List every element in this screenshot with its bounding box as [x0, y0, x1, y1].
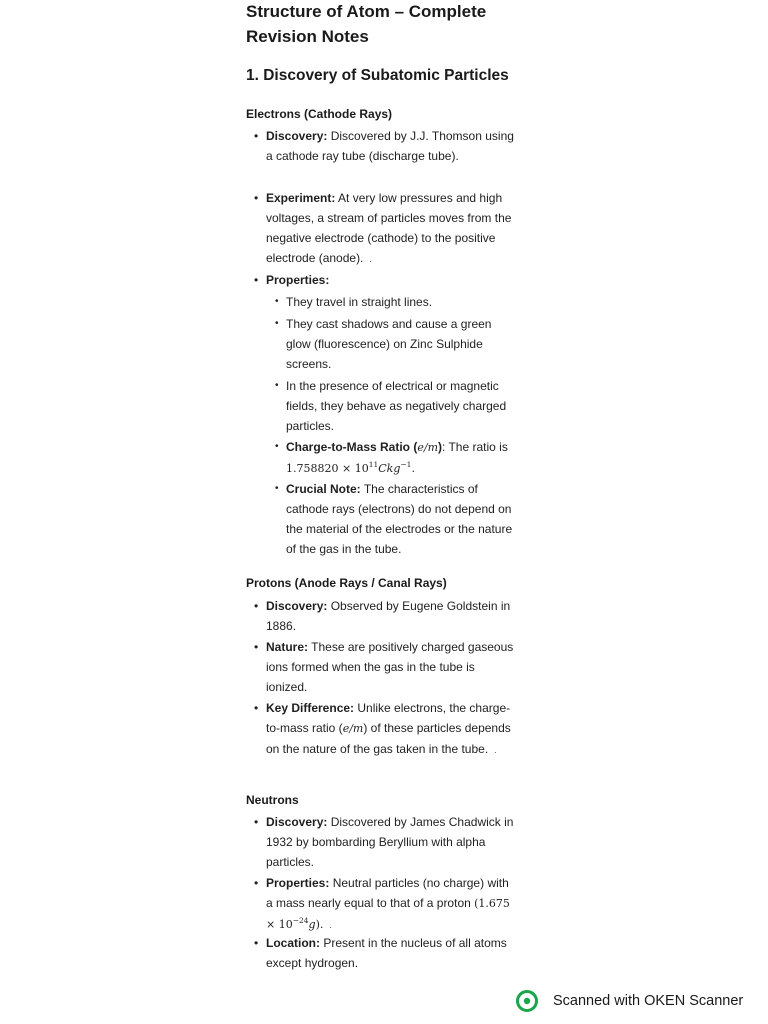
section-title-discovery: 1. Discovery of Subatomic Particles: [246, 67, 509, 84]
scan-speck-icon: .: [329, 920, 332, 930]
item-text: The characteristics of cathode rays (electrons) do not depend on the material of the electrodes or the nature of the gas in the tube.: [286, 482, 513, 556]
list-item-proton-discovery: [254, 596, 518, 636]
item-label: Discovery:: [266, 129, 328, 143]
list-item-neutron-location: [254, 933, 518, 973]
bullet-icon: •: [275, 318, 279, 329]
bullet-icon: •: [275, 380, 279, 391]
scanner-watermark: [516, 989, 766, 1013]
oken-scanner-logo-icon: [516, 990, 538, 1012]
list-item-proton-key-difference: [254, 698, 518, 760]
bullet-icon: •: [254, 599, 259, 613]
item-text: At very low pressures and high voltages, a stream of particles moves from the negative electrode (cathode) to the positive electrode (anode).: [266, 191, 512, 265]
item-text: Unlike electrons, the charge-to-mass ratio (: [266, 701, 511, 735]
list-item-electron-experiment: [254, 188, 518, 269]
bullet-icon: •: [254, 640, 259, 654]
item-text: Neutral particles (no charge) with a mass nearly equal to that of a proton: [266, 876, 509, 910]
item-text: ) of these particles depends on the nature of the gas taken in the tube.: [266, 721, 511, 756]
item-label: Properties:: [266, 273, 330, 287]
item-label: Experiment:: [266, 191, 336, 205]
item-text: Observed by Eugene Goldstein in 1886.: [266, 599, 511, 633]
em-symbol: e/m: [417, 441, 439, 454]
scan-speck-icon: .: [494, 745, 497, 755]
item-label: Location:: [266, 936, 320, 950]
item-text: They cast shadows and cause a green glow (fluorescence) on Zinc Sulphide screens.: [286, 317, 492, 371]
list-subitem-charge-mass-ratio: • Charge-to-Mass Ratio (e/m): The ratio is $1.758820 \times 10^{11}Ckg^{-1}$.: [286, 437, 518, 479]
bullet-icon: •: [254, 936, 259, 950]
item-label: Discovery:: [266, 815, 328, 829]
item-text: These are positively charged gaseous ions formed when the gas in the tube is ionized.: [266, 640, 514, 694]
list-item-electron-discovery: [254, 126, 518, 166]
item-text: Discovered by J.J. Thomson using a cathode ray tube (discharge tube).: [266, 129, 514, 163]
bullet-icon: •: [254, 191, 259, 205]
heading-protons: Protons (Anode Rays / Canal Rays): [246, 576, 447, 590]
bullet-icon: •: [254, 701, 259, 715]
item-text: They travel in straight lines.: [286, 295, 433, 309]
bullet-icon: •: [254, 273, 259, 287]
bullet-icon: •: [275, 483, 279, 494]
em-symbol: e/m: [342, 722, 364, 735]
list-subitem-straight-lines: [275, 292, 518, 312]
document-title: Structure of Atom – Complete Revision Notes: [246, 2, 487, 46]
item-label: Properties:: [266, 876, 330, 890]
bullet-icon: •: [254, 129, 259, 143]
bullet-icon: •: [254, 876, 259, 890]
heading-electrons: Electrons (Cathode Rays): [246, 107, 393, 121]
bullet-icon: •: [254, 815, 259, 829]
list-item-neutron-discovery: [254, 812, 518, 872]
proton-mass-value: $(1.675 \times 10^{-24}g)$.: [266, 897, 510, 931]
item-label: Nature:: [266, 640, 309, 654]
bullet-icon: •: [275, 296, 279, 307]
heading-neutrons: Neutrons: [246, 793, 299, 807]
item-label: Charge-to-Mass Ratio: [286, 440, 411, 454]
item-text: Present in the nucleus of all atoms except hydrogen.: [266, 936, 507, 970]
list-item-neutron-properties: [254, 873, 518, 935]
item-label: Crucial Note:: [286, 482, 361, 496]
item-text: In the presence of electrical or magnetic fields, they behave as negatively charged particles.: [286, 379, 507, 433]
item-text: Discovered by James Chadwick in 1932 by bombarding Beryllium with alpha particles.: [266, 815, 514, 869]
list-item-proton-nature: [254, 637, 518, 697]
list-subitem-shadows: [275, 314, 518, 374]
scan-speck-icon: .: [369, 254, 372, 264]
item-text: : The ratio is: [442, 440, 508, 454]
item-label: Key Difference:: [266, 701, 355, 715]
ratio-value: $1.758820 \times 10^{11}Ckg^{-1}$.: [286, 460, 415, 475]
bullet-icon: •: [275, 441, 279, 452]
list-subitem-crucial-note: [275, 479, 518, 559]
scanner-watermark-text: Scanned with OKEN Scanner: [553, 993, 744, 1009]
item-label: Discovery:: [266, 599, 328, 613]
list-item-electron-properties: [254, 270, 518, 290]
list-subitem-fields: [275, 376, 518, 436]
